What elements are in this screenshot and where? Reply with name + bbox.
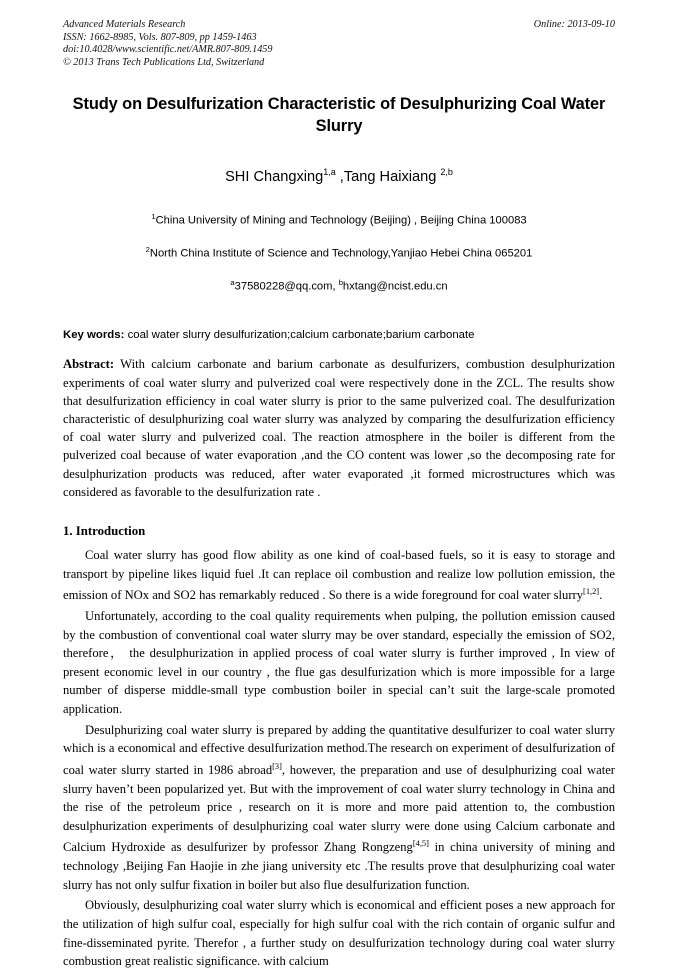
- journal-name: Advanced Materials Research: [63, 19, 186, 30]
- author-1-name: SHI Changxing: [225, 169, 324, 186]
- email-1-marker: a: [230, 277, 235, 287]
- citation-ref-4-5[interactable]: [4,5]: [412, 839, 429, 849]
- paragraph-3-text-c: in china university of mining and technology ,Beijing Fan Haojie in zhe jiang university etc .The results prove that desulphurizing coal water slurry has not only sulfur fixation in boiler but also flue desulfurization function.: [63, 840, 615, 892]
- affiliation-2-marker: 2: [145, 244, 150, 254]
- section-heading-introduction: 1. Introduction: [63, 524, 146, 539]
- citation-ref-3[interactable]: [3]: [272, 761, 282, 771]
- paragraph-3-text-a: Desulphurizing coal water slurry is prepared by adding the quantitative desulfurizer to coal water slurry which is a economical and effective desulfurization method.The research on experiment of desulfurization of coal water slurry started in 1986 abroad: [63, 722, 615, 777]
- paragraph-1-text: Coal water slurry has good flow ability as one kind of coal-based fuels, so it is easy to storage and transport by pipeline likes liquid fuel .It can replace oil combustion and realize low pollution emission, the emission of NOx and SO2 has remarkably reduced . So there is a wide foreground for coal water slurry: [63, 548, 615, 603]
- abstract-label: Abstract:: [63, 357, 115, 372]
- paragraph-2: Unfortunately, according to the coal quality requirements when pulping, the pollution emission caused by the combustion of conventional coal water slurry may be over standard, especially the emission of SO2, therefore， the desulphurization in applied process of coal water slurry is further improved , In view of present economic level in our country , the flue gas desulfurization which is more impossible for a large number of disperse middle-small type combustion boiler in special can’t suit the large-scale promoted application.: [63, 609, 615, 716]
- issn-line: ISSN: 1662-8985, Vols. 807-809, pp 1459-1463: [63, 31, 257, 43]
- keywords-label: Key words:: [63, 329, 125, 342]
- citation-ref-1-2[interactable]: [1,2]: [583, 587, 600, 597]
- author-list: [63, 162, 615, 187]
- email-2-address[interactable]: hxtang@ncist.edu.cn: [342, 280, 448, 293]
- affiliation-1: [63, 209, 615, 229]
- author-separator: ,: [335, 169, 344, 186]
- email-2-marker: b: [338, 277, 343, 287]
- affiliation-1-text: China University of Mining and Technology (Beijing) , Beijing China 100083: [155, 214, 527, 227]
- journal-masthead: [63, 19, 615, 69]
- paragraph-3: [63, 721, 615, 895]
- paragraph-1: [63, 546, 615, 605]
- affiliation-1-marker: 1: [151, 212, 156, 222]
- paragraph-3-text-b: , however, the preparation and use of desulphurizing coal water slurry haven’t been popularized yet. But with the improvement of coal water slurry technology in China and the rise of the petroleum price , research on it is more and more paid attention to, the combustion desulphurization experiments of desulphurizing coal water slurry were done using Calcium carbonate and Calcium Hydroxide as desulfurizer by professor Zhang Rongzeng: [63, 762, 615, 855]
- abstract-block: [63, 355, 615, 501]
- doi-line: doi:10.4028/www.scientific.net/AMR.807-809.1459: [63, 44, 273, 56]
- abstract-text: With calcium carbonate and barium carbonate as desulfurizers, combustion desulphurization experiments of coal water slurry and pulverized coal were respectively done in the ZCL. The results show that desulfurization efficiency in coal water slurry is prior to the same pulverized coal. The desulfurization characteristic of desulphurizing coal water slurry was analyzed by comparing the desulfurization efficiency of coal water slurry and pulverized coal. The reaction atmosphere in the boiler is different from the pulverized coal because of water evaporation ,and the CO content was lower ,so the decomposing rate for desulphurization products was reduced, after water evaporated ,it formed microstructures which was considered as favorable to the desulfurization rate .: [63, 357, 615, 499]
- author-2-name: Tang Haixiang: [343, 169, 441, 186]
- paragraph-1-tail: .: [599, 588, 603, 603]
- copyright-line: © 2013 Trans Tech Publications Ltd, Switzerland: [63, 56, 265, 68]
- affiliation-2: [63, 242, 615, 262]
- author-emails: [63, 275, 615, 295]
- page-title: Study on Desulfurization Characteristic of Desulphurizing Coal Water Slurry: [72, 95, 606, 136]
- page-content: [63, 19, 615, 971]
- email-1-address[interactable]: 37580228@qq.com,: [234, 280, 339, 293]
- keywords-text: coal water slurry desulfurization;calcium carbonate;barium carbonate: [124, 329, 475, 342]
- author-1-affiliation-marker: 1,a: [323, 167, 336, 178]
- affiliation-2-text: North China Institute of Science and Technology,Yanjiao Hebei China 065201: [149, 247, 533, 260]
- author-2-affiliation-marker: 2,b: [440, 167, 453, 178]
- online-date: Online: 2013-09-10: [533, 19, 615, 30]
- paragraph-4: Obviously, desulphurizing coal water slurry which is economical and efficient poses a new approach for the utilization of high sulfur coal, especially for high sulfur coal with the rich contain of organic sulfur and fine-disseminated pyrite. Therefor , a further study on desulfurization technology during coal water slurry combustion great realistic significance. with calcium: [63, 898, 615, 969]
- keywords-line: [63, 327, 615, 343]
